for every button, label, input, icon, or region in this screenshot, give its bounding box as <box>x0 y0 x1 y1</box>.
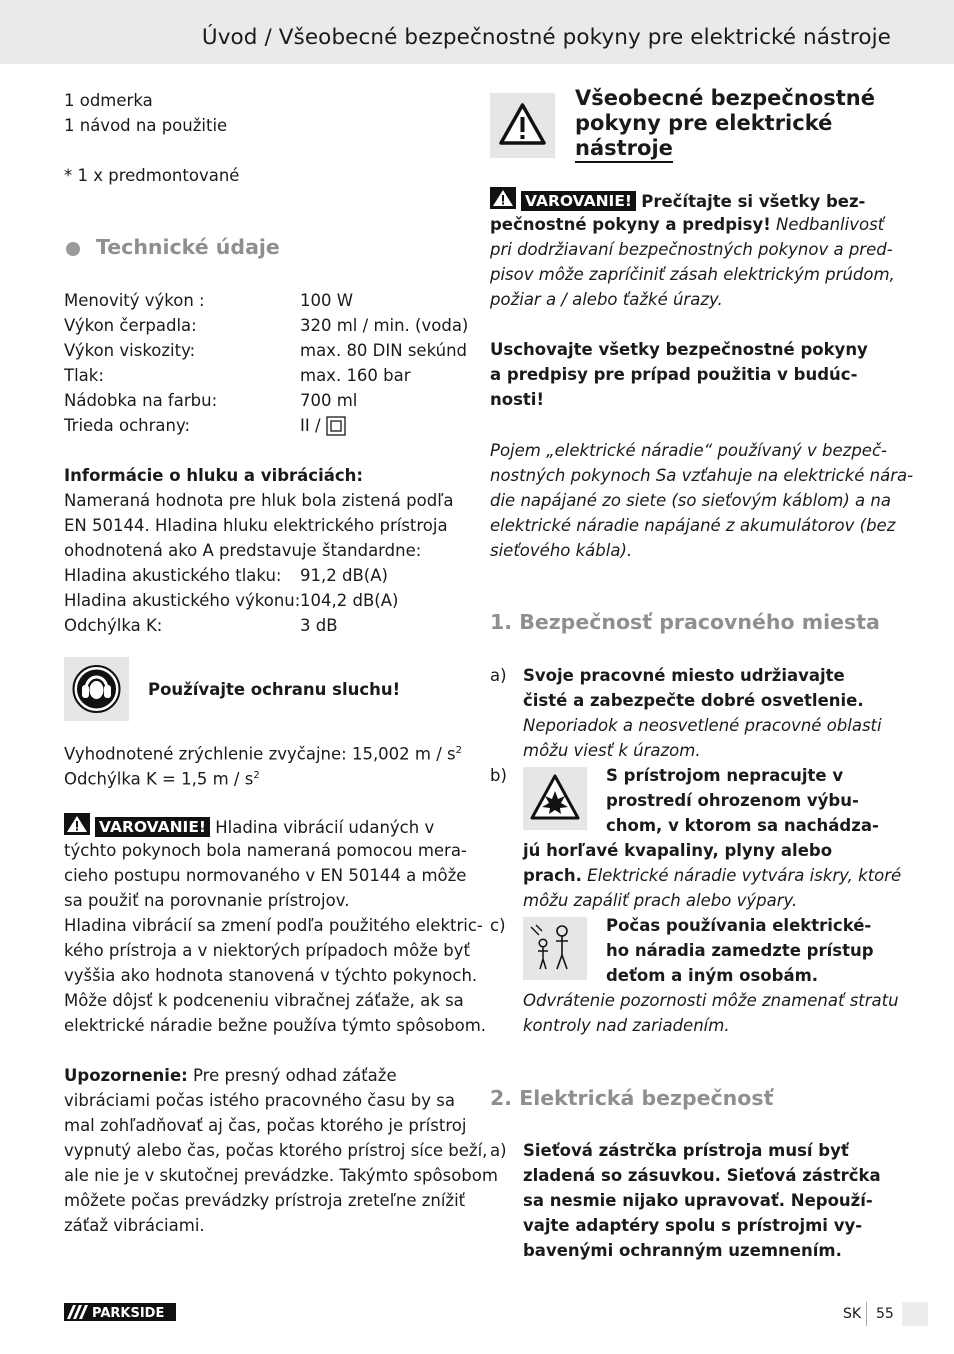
spec-label: Trieda ochrany: <box>64 416 191 435</box>
noise-text: Nameraná hodnota pre hluk bola zistená podľa <box>64 491 454 510</box>
contents-item: 1 odmerka <box>64 91 153 110</box>
spec-value: max. 80 DIN sekúnd <box>300 341 468 360</box>
noise-label: Hladina akustického tlaku: <box>64 566 282 585</box>
note-text: záťaž vibráciami. <box>64 1216 205 1235</box>
spec-label: Tlak: <box>64 366 104 385</box>
warning-text: Hladina vibrácií sa zmení podľa použitého elektric- <box>64 916 483 935</box>
protection-class-icon <box>326 416 346 436</box>
warning-text: pisov môže zapríčiniť zásah elektrickým prúdom, <box>490 265 895 284</box>
safety-heading: Všeobecné bezpečnostné <box>575 86 875 110</box>
item-c-note: kontroly nad zariadením. <box>523 1016 730 1035</box>
spec-value: 700 ml <box>300 391 358 410</box>
noise-value: 104,2 dB(A) <box>300 591 399 610</box>
vibration-value: Vyhodnotené zrýchlenie zvyčajne: 15,002 m / $s^2$ <box>64 744 463 764</box>
spec-value: 100 W <box>300 291 354 310</box>
warning-text: Môže dôjsť k podceneniu vibračnej záťaže, ak sa <box>64 991 464 1010</box>
spec-label: Výkon čerpadla: <box>64 316 197 335</box>
language-code: SK <box>843 1306 862 1322</box>
warning-text: požiar a / alebo ťažké úrazy. <box>490 290 723 309</box>
item-a2-text: sa nesmie nijako upravovať. Nepouží- <box>523 1191 873 1210</box>
warning-text: kého prístroja a v niektorých prípadoch môže byť <box>64 941 470 960</box>
footer-page-tab <box>902 1302 928 1326</box>
svg-text:PARKSIDE: PARKSIDE <box>92 1306 165 1321</box>
noise-value: 91,2 dB(A) <box>300 566 388 585</box>
noise-label: Odchýlka K: <box>64 616 163 635</box>
item-b-text: prostredí ohrozenom výbu- <box>606 791 859 810</box>
spec-value: II / <box>300 416 321 435</box>
warning-line: VAROVANIE! Hladina vibrácií udaných v <box>64 813 434 840</box>
warning-icon <box>490 187 516 209</box>
page-title: Úvod / Všeobecné bezpečnostné pokyny pre elektrické nástroje <box>201 25 891 50</box>
item-a2-text: Sieťová zástrčka prístroja musí byť <box>523 1141 849 1160</box>
warning-text: sa použiť na porovnanie prístrojov. <box>64 891 350 910</box>
vibration-deviation: Odchýlka K = 1,5 m / $s^2$ <box>64 769 260 789</box>
item-a2-text: zladená so zásuvkou. Sieťová zástrčka <box>523 1166 881 1185</box>
page-number: 55 <box>876 1306 894 1322</box>
noise-text: ohodnotená ako A predstavuje štandardne: <box>64 541 422 560</box>
warning-text: vyššia ako hodnota stanovená v týchto pokynoch. <box>64 966 478 985</box>
note-text: môžete počas prevádzky prístroja zreteľne znížiť <box>64 1191 466 1210</box>
safety-heading: nástroje <box>575 136 673 160</box>
term-definition: die napájané zo siete (so sieťovým káblom) a na <box>490 491 891 510</box>
item-label: a) <box>490 666 507 685</box>
spec-value: 320 ml / min. (voda) <box>300 316 469 335</box>
spec-label: Nádobka na farbu: <box>64 391 218 410</box>
item-c-text: ho náradia zamedzte prístup <box>606 941 874 960</box>
item-a2-text: bavenými ochranným uzemnením. <box>523 1241 842 1260</box>
warning-label: VAROVANIE! <box>95 817 210 837</box>
item-b-note: môžu zapáliť prach alebo výpary. <box>523 891 798 910</box>
item-a-text: Svoje pracovné miesto udržiavajte <box>523 666 845 685</box>
item-b-note: prach. Elektrické náradie vytvára iskry, ktoré <box>523 866 902 885</box>
warning-text: pečnostné pokyny a predpisy! Nedbanlivosť <box>490 215 885 234</box>
keep-children-away-icon <box>523 917 587 980</box>
noise-heading: Informácie o hluku a vibráciách: <box>64 466 363 485</box>
tech-heading: Technické údaje <box>96 235 280 259</box>
item-label: b) <box>490 766 507 785</box>
term-definition: Pojem „elektrické náradie“ používaný v bezpeč- <box>490 441 887 460</box>
item-b-text: jú horľavé kvapaliny, plyny alebo <box>523 841 833 860</box>
warning-icon <box>64 813 90 835</box>
explosion-hazard-icon <box>523 767 587 830</box>
item-b-text: S prístrojom nepracujte v <box>606 766 844 785</box>
warning-text: pri dodržiavaní bezpečnostných pokynov a pred- <box>490 240 893 259</box>
term-definition: elektrické náradie napájané z akumulátorov (bez <box>490 516 896 535</box>
term-definition: sieťového kábla). <box>490 541 633 560</box>
parkside-logo <box>64 1303 176 1321</box>
item-a-note: Neporiadok a neosvetlené pracovné oblasti <box>523 716 882 735</box>
item-a-note: môžu viesť k úrazom. <box>523 741 701 760</box>
keep-instructions: nosti! <box>490 390 544 409</box>
spec-label: Menovitý výkon : <box>64 291 205 310</box>
footer-divider <box>866 1302 867 1326</box>
item-a2-text: vajte adaptéry spolu s prístrojmi vy- <box>523 1216 863 1235</box>
term-definition: nostných pokynoch Sa vzťahuje na elektrické nára- <box>490 466 914 485</box>
noise-text: EN 50144. Hladina hluku elektrického prístroja <box>64 516 448 535</box>
item-a-text: čisté a zabezpečte dobré osvetlenie. <box>523 691 864 710</box>
item-label: a) <box>490 1141 507 1160</box>
warning-text: cieho postupu normovaného v EN 50144 a môže <box>64 866 467 885</box>
ear-protection-notice: Používajte ochranu sluchu! <box>148 680 401 699</box>
spec-label: Výkon viskozity: <box>64 341 196 360</box>
keep-instructions: a predpisy pre prípad použitia v budúc- <box>490 365 858 384</box>
heading-underline <box>575 161 673 163</box>
footnote: * 1 x predmontované <box>64 166 240 185</box>
noise-value: 3 dB <box>300 616 338 635</box>
keep-instructions: Uschovajte všetky bezpečnostné pokyny <box>490 340 868 359</box>
noise-label: Hladina akustického výkonu: <box>64 591 301 610</box>
item-c-note: Odvrátenie pozornosti môže znamenať stratu <box>523 991 899 1010</box>
item-label: c) <box>490 916 506 935</box>
item-b-text: chom, v ktorom sa nachádza- <box>606 816 879 835</box>
contents-item: 1 návod na použitie <box>64 116 228 135</box>
warning-line: VAROVANIE! Prečítajte si všetky bez- <box>490 187 865 214</box>
safety-heading: pokyny pre elektrické <box>575 111 833 135</box>
spec-value: max. 160 bar <box>300 366 411 385</box>
section-1-heading: 1. Bezpečnosť pracovného miesta <box>490 610 880 634</box>
warning-text: elektrické náradie bežne používa týmto spôsobom. <box>64 1016 487 1035</box>
warning-text: týchto pokynoch bola nameraná pomocou mera- <box>64 841 467 860</box>
note-text: mal zohľadňovať aj čas, počas ktorého je prístroj <box>64 1116 467 1135</box>
warning-triangle-icon <box>490 93 555 158</box>
warning-label: VAROVANIE! <box>521 191 636 211</box>
note-text: vypnutý alebo čas, počas ktorého prístroj síce beží, <box>64 1141 488 1160</box>
item-c-text: Počas používania elektrické- <box>606 916 872 935</box>
section-bullet <box>66 242 80 256</box>
ear-protection-icon <box>64 657 129 721</box>
note-text: vibráciami počas istého pracovného času by sa <box>64 1091 455 1110</box>
note-line: Upozornenie: Pre presný odhad záťaže <box>64 1066 397 1085</box>
section-2-heading: 2. Elektrická bezpečnosť <box>490 1086 774 1110</box>
item-c-text: deťom a iným osobám. <box>606 966 819 985</box>
note-text: ale nie je v skutočnej prevádzke. Takýmto spôsobom <box>64 1166 498 1185</box>
